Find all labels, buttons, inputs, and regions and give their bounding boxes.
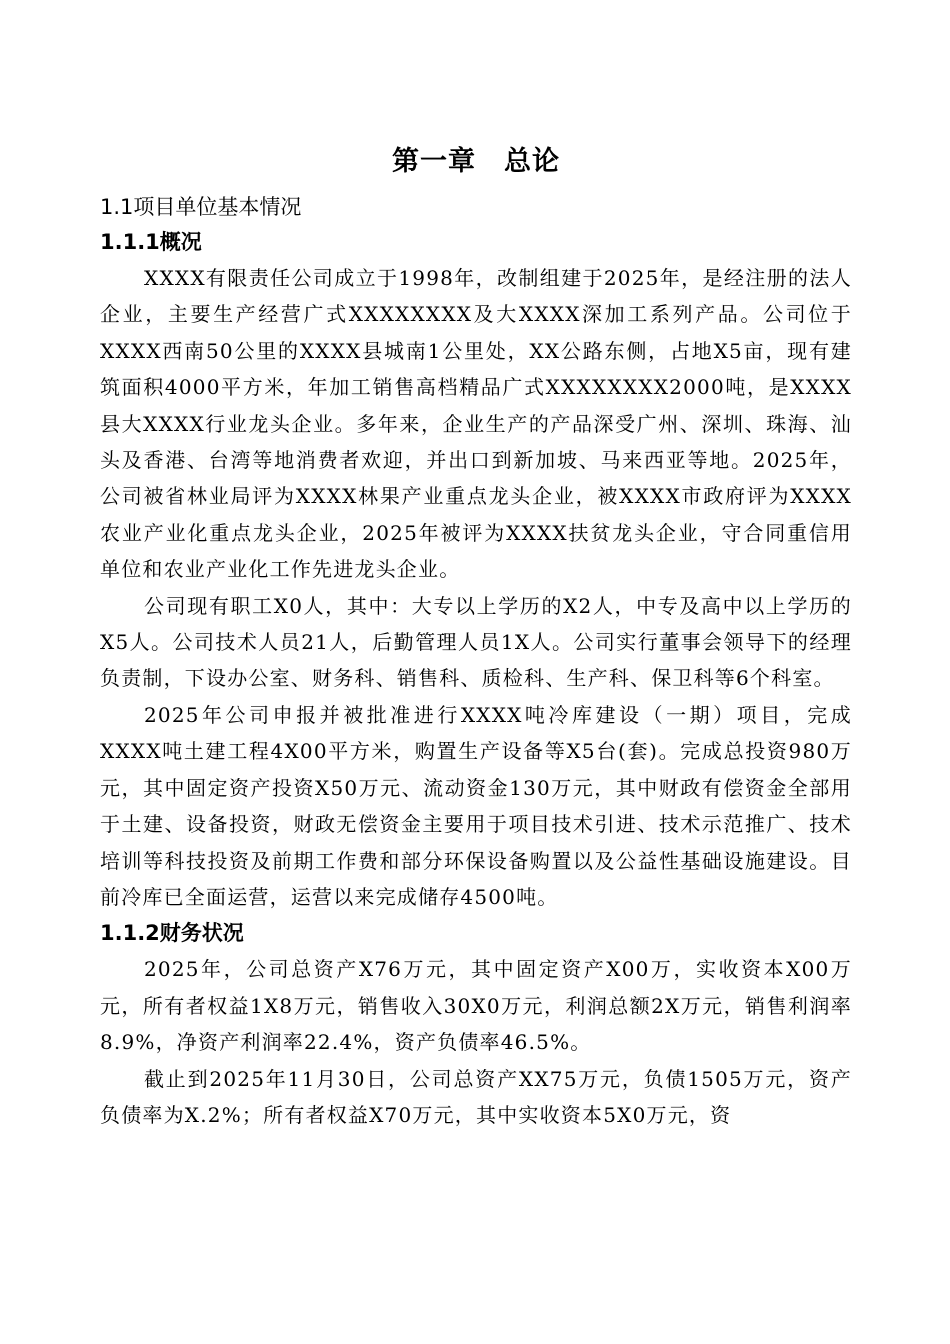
section-heading-1-1-2: 1.1.2财务状况 bbox=[100, 921, 244, 946]
document-page bbox=[100, 140, 852, 1133]
overview-paragraph-1: XXXX有限责任公司成立于1998年，改制组建于2025年，是经注册的法人企业，主要生产经营广式XXXXXXXX及大XXXX深加工系列产品。公司位于XXXX西南50公里的XXXX县城南1公里处，XX公路东侧，占地X5亩，现有建筑面积4000平方米，年加工销售高档精品广式XXXXXXXX2000吨，是XXXX县大XXXX行业龙头企业。多年来，企业生产的产品深受广州、深圳、珠海、汕头及香港、台湾等地消费者欢迎，并出口到新加坡、马来西亚等地。2025年，公司被省林业局评为XXXX林果产业重点龙头企业，被XXXX市政府评为XXXX农业产业化重点龙头企业，2025年被评为XXXX扶贫龙头企业，守合同重信用单位和农业产业化工作先进龙头企业。 bbox=[100, 266, 852, 582]
finance-paragraph-1: 2025年，公司总资产X76万元，其中固定资产X00万，实收资本X00万元，所有者权益1X8万元，销售收入30X0万元，利润总额2X万元，销售利润率8.9%，净资产利润率22.4%，资产负债率46.5%。 bbox=[100, 957, 852, 1055]
section-heading-1-1-1: 1.1.1概况 bbox=[100, 230, 202, 254]
finance-paragraph-2: 截止到2025年11月30日，公司总资产XX75万元，负债1505万元，资产负债率为X.2%；所有者权益X70万元，其中实收资本5X0万元，资 bbox=[100, 1066, 852, 1127]
overview-paragraph-3: 2025年公司申报并被批准进行XXXX吨冷库建设（一期）项目，完成XXXX吨土建工程4X00平方米，购置生产设备等X5台(套)。完成总投资980万元，其中固定资产投资X50万元、流动资金130万元，其中财政有偿资金全部用于土建、设备投资，财政无偿资金主要用于项目技术引进、技术示范推广、技术培训等科技投资及前期工作费和部分环保设备购置以及公益性基础设施建设。目前冷库已全面运营，运营以来完成储存4500吨。 bbox=[100, 702, 852, 909]
chapter-title: 第一章 总论 bbox=[392, 146, 560, 177]
overview-paragraph-2: 公司现有职工X0人，其中：大专以上学历的X2人，中专及高中以上学历的X5人。公司技术人员21人，后勤管理人员1X人。公司实行董事会领导下的经理负责制，下设办公室、财务科、销售科、质检科、生产科、保卫科等6个科室。 bbox=[100, 593, 852, 691]
section-heading-1-1: 1.1项目单位基本情况 bbox=[100, 195, 302, 219]
